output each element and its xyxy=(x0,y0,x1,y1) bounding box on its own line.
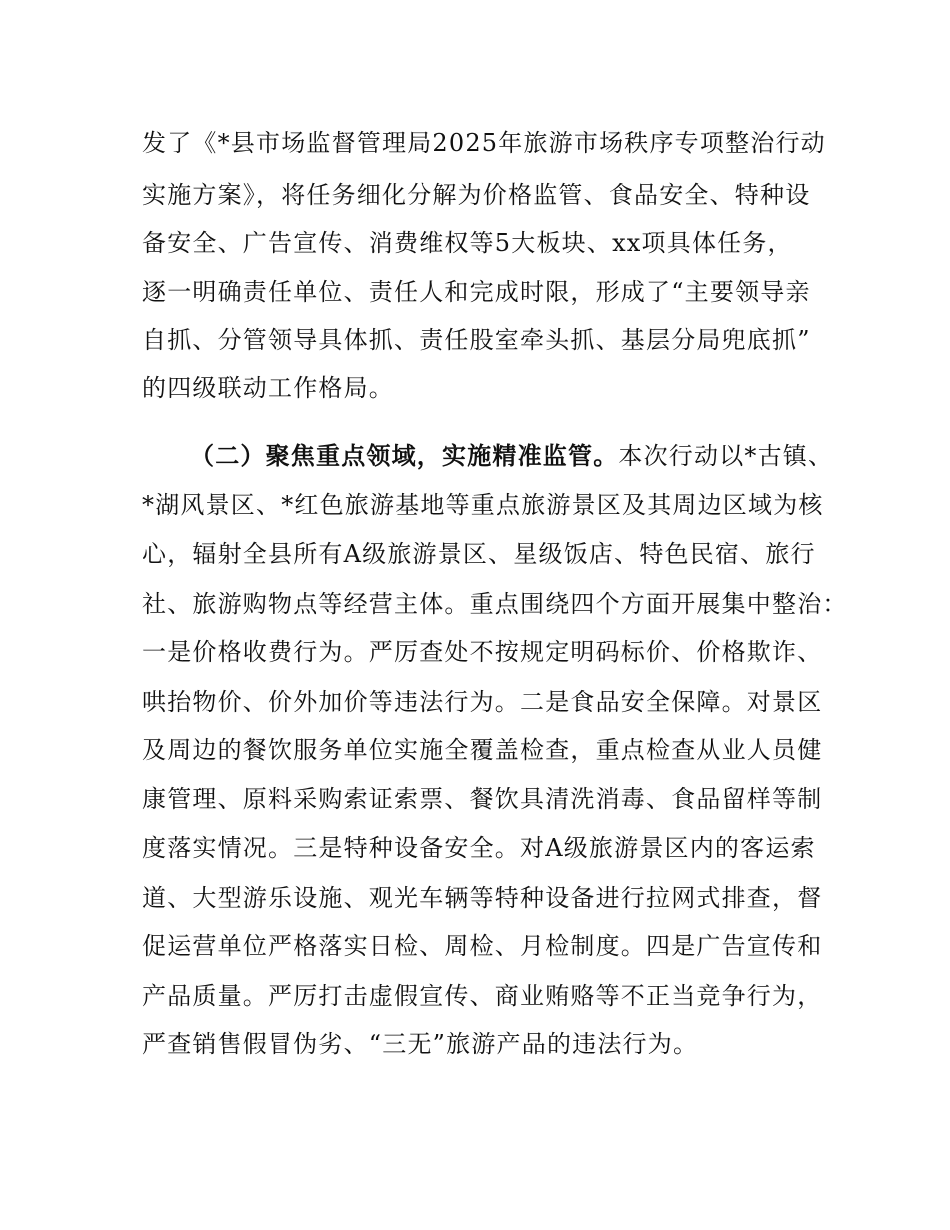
paragraph-2-line-12: 产品质量。严厉打击虚假宣传、商业贿赂等不正当竞争行为， xyxy=(142,982,823,1010)
section-heading: （二）聚焦重点领域，实施精准监管。 xyxy=(190,442,619,470)
paragraph-1-line-1: 发了《*县市场监督管理局2025年旅游市场秩序专项整治行动 xyxy=(142,129,826,157)
paragraph-1-line-3: 备安全、广告宣传、消费维权等5大板块、xx项具体任务， xyxy=(142,229,793,257)
paragraph-2-line-9: 度落实情况。三是特种设备安全。对A级旅游景区内的客运索 xyxy=(142,834,816,862)
paragraph-2-line-10: 道、大型游乐设施、观光车辆等特种设备进行拉网式排查，督 xyxy=(142,884,823,912)
paragraph-2-line-2: *湖风景区、*红色旅游基地等重点旅游景区及其周边区域为核 xyxy=(142,491,824,519)
paragraph-2-line-13: 严查销售假冒伪劣、“三无”旅游产品的违法行为。 xyxy=(142,1030,699,1058)
paragraph-2-line-6: 哄抬物价、价外加价等违法行为。二是食品安全保障。对景区 xyxy=(142,688,823,716)
paragraph-2-line-5: 一是价格收费行为。严厉查处不按规定明码标价、价格欺诈、 xyxy=(142,638,823,666)
paragraph-1-line-6: 的四级联动工作格局。 xyxy=(142,374,394,402)
paragraph-2-line-8: 康管理、原料采购索证索票、餐饮具清洗消毒、食品留样等制 xyxy=(142,785,823,813)
paragraph-2-first-line xyxy=(190,441,833,471)
paragraph-2-line-4: 社、旅游购物点等经营主体。重点围绕四个方面开展集中整治： xyxy=(142,590,848,618)
paragraph-1-line-5: 自抓、分管领导具体抓、责任股室牵头抓、基层分局兜底抓” xyxy=(142,326,811,354)
paragraph-2-line-7: 及周边的餐饮服务单位实施全覆盖检查，重点检查从业人员健 xyxy=(142,736,823,764)
paragraph-1-line-4: 逐一明确责任单位、责任人和完成时限，形成了“主要领导亲 xyxy=(142,278,811,306)
paragraph-2-line-11: 促运营单位严格落实日检、周检、月检制度。四是广告宣传和 xyxy=(142,932,823,960)
paragraph-1-line-2: 实施方案》，将任务细化分解为价格监管、食品安全、特种设 xyxy=(142,181,811,209)
paragraph-2-line-1-rest: 本次行动以*古镇、 xyxy=(618,442,834,470)
paragraph-2-line-3: 心，辐射全县所有A级旅游景区、星级饭店、特色民宿、旅行 xyxy=(142,540,816,568)
